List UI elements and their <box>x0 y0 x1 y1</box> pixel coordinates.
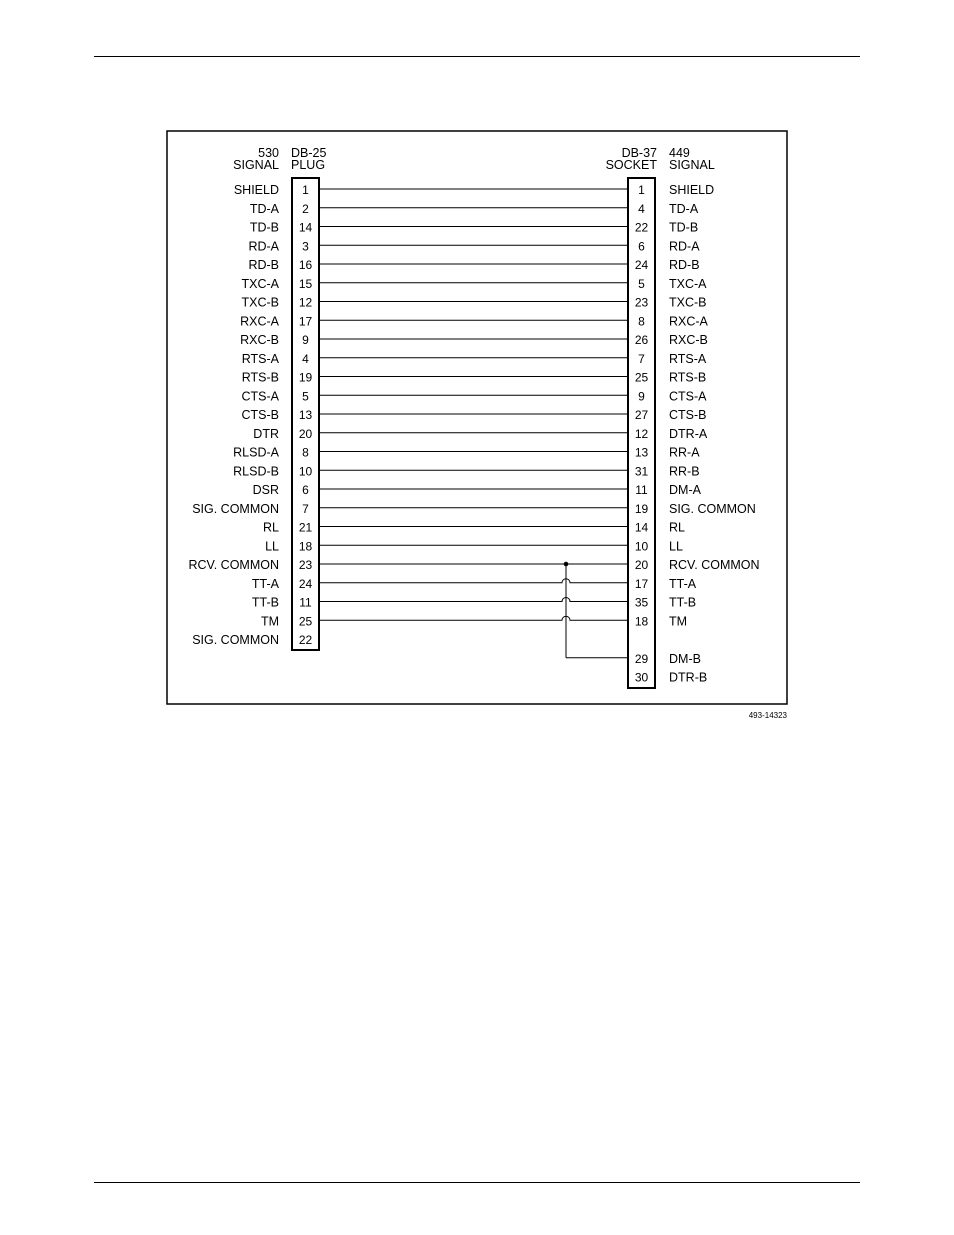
header-socket: SOCKET <box>605 158 657 172</box>
right-signal-label: RTS-A <box>669 351 707 366</box>
left-signal-label: RLSD-B <box>233 464 279 479</box>
plug-pin-number: 20 <box>298 426 313 441</box>
plug-pin-number: 16 <box>298 258 313 272</box>
socket-pin-number: 9 <box>638 389 645 404</box>
plug-pin-number: 18 <box>298 539 313 554</box>
header-530: 530 <box>258 146 279 160</box>
socket-pin-number: 23 <box>634 295 649 310</box>
socket-pin-number: 19 <box>634 501 649 516</box>
socket-pin-number: 25 <box>634 370 649 385</box>
socket-pin-number: 29 <box>634 651 649 666</box>
right-signal-label: CTS-B <box>669 408 707 422</box>
socket-pin-number: 26 <box>634 333 649 347</box>
plug-pin-number: 3 <box>302 239 309 254</box>
right-signal-label: DM-A <box>669 483 701 497</box>
plug-pin-number: 2 <box>302 201 309 216</box>
socket-pin-number: 35 <box>634 595 649 610</box>
plug-pin-number: 13 <box>298 408 313 422</box>
plug-pin-number: 22 <box>298 633 313 647</box>
plug-pin-number: 7 <box>302 501 309 516</box>
socket-pin-number: 17 <box>634 576 649 591</box>
right-signal-label: DTR-A <box>669 426 708 441</box>
socket-pin-number: 10 <box>634 539 649 554</box>
plug-pin-number: 6 <box>302 483 309 497</box>
figure-code: 493-14323 <box>748 711 787 720</box>
plug-pin-number: 12 <box>298 295 313 310</box>
right-signal-label: TD-A <box>669 201 699 216</box>
right-signal-label: TXC-B <box>669 295 707 310</box>
pin-wire <box>319 616 628 620</box>
pin-wire <box>319 579 628 583</box>
plug-pin-number: 24 <box>298 576 313 591</box>
right-signal-label: RD-B <box>669 258 700 272</box>
left-signal-label: TM <box>260 614 279 629</box>
plug-pin-number: 19 <box>298 370 313 385</box>
socket-pin-number: 24 <box>634 258 649 272</box>
left-signal-label: TD-B <box>249 220 279 235</box>
header-db25: DB-25 <box>291 146 327 160</box>
right-signal-label: DM-B <box>669 651 701 666</box>
socket-pin-number: 12 <box>634 426 649 441</box>
plug-pin-number: 8 <box>302 445 309 460</box>
plug-pin-number: 10 <box>298 464 313 479</box>
left-signal-label: TT-B <box>251 595 279 610</box>
plug-pin-number: 21 <box>298 520 313 535</box>
socket-pin-number: 18 <box>634 614 649 629</box>
right-signal-label: SHIELD <box>669 183 715 197</box>
pin-wire <box>319 598 628 602</box>
left-signal-label: CTS-A <box>241 389 279 404</box>
plug-pin-number: 11 <box>299 595 312 610</box>
left-signal-label: RXC-A <box>240 314 279 329</box>
socket-pin-number: 31 <box>634 464 649 479</box>
plug-pin-number: 23 <box>298 558 313 572</box>
right-signal-label: SIG. COMMON <box>669 501 756 516</box>
socket-pin-number: 5 <box>638 276 645 291</box>
plug-pin-number: 1 <box>302 183 309 197</box>
common-bus-wiring <box>564 562 628 658</box>
right-signal-label: RR-B <box>669 464 700 479</box>
left-signal-label: RTS-A <box>241 351 279 366</box>
plug-pin-number: 5 <box>302 389 309 404</box>
header-plug: PLUG <box>291 158 326 172</box>
right-signal-label: DTR-B <box>669 670 708 685</box>
left-signal-label: SIG. COMMON <box>192 501 279 516</box>
socket-pin-number: 1 <box>638 183 645 197</box>
header-449: 449 <box>669 146 690 160</box>
plug-pin-number: 9 <box>302 333 309 347</box>
right-signal-label: TT-B <box>669 595 697 610</box>
right-signal-label: TD-B <box>669 220 699 235</box>
header-signal-left: SIGNAL <box>233 158 279 172</box>
socket-pin-number: 27 <box>634 408 649 422</box>
socket-pin-number: 7 <box>638 351 645 366</box>
socket-pin-number: 14 <box>634 520 649 535</box>
left-signal-label: SIG. COMMON <box>192 633 279 647</box>
socket-pin-number: 4 <box>638 201 645 216</box>
left-signal-label: RL <box>263 520 279 535</box>
left-signal-label: RD-B <box>248 258 279 272</box>
right-signal-label: RTS-B <box>669 370 707 385</box>
socket-pin-number: 11 <box>635 483 648 497</box>
plug-pin-number: 4 <box>302 351 309 366</box>
left-signal-label: TT-A <box>251 576 279 591</box>
left-signal-label: RTS-B <box>241 370 279 385</box>
right-signal-label: RL <box>669 520 685 535</box>
right-signal-label: CTS-A <box>669 389 707 404</box>
left-signal-label: TD-A <box>249 201 279 216</box>
left-signal-label: TXC-B <box>241 295 279 310</box>
header-signal-right: SIGNAL <box>669 158 715 172</box>
left-signal-label: LL <box>265 539 279 554</box>
right-signal-label: TT-A <box>669 576 697 591</box>
socket-pin-number: 6 <box>638 239 645 254</box>
right-signal-label: LL <box>669 539 683 554</box>
socket-pin-number: 13 <box>634 445 649 460</box>
socket-pin-number: 8 <box>638 314 645 329</box>
plug-pin-number: 15 <box>298 276 313 291</box>
left-signal-label: RCV. COMMON <box>188 558 279 572</box>
plug-pin-number: 17 <box>298 314 313 329</box>
pin-rows <box>188 183 759 685</box>
right-signal-label: TXC-A <box>669 276 707 291</box>
header-db37: DB-37 <box>621 146 657 160</box>
junction-dot <box>564 562 569 567</box>
left-signal-label: DTR <box>253 426 279 441</box>
left-signal-label: DSR <box>252 483 279 497</box>
socket-pin-number: 20 <box>634 558 649 572</box>
socket-pin-number: 30 <box>634 670 649 685</box>
right-signal-label: RR-A <box>669 445 700 460</box>
left-signal-label: RD-A <box>248 239 279 254</box>
right-signal-label: TM <box>669 614 688 629</box>
right-signal-label: RCV. COMMON <box>669 558 760 572</box>
right-signal-label: RXC-B <box>669 333 708 347</box>
left-signal-label: RXC-B <box>240 333 279 347</box>
socket-pin-number: 22 <box>634 220 649 235</box>
right-signal-label: RXC-A <box>669 314 708 329</box>
plug-pin-number: 25 <box>298 614 313 629</box>
left-signal-label: CTS-B <box>241 408 279 422</box>
left-signal-label: SHIELD <box>233 183 279 197</box>
plug-pin-number: 14 <box>298 220 313 235</box>
right-signal-label: RD-A <box>669 239 700 254</box>
left-signal-label: RLSD-A <box>233 445 279 460</box>
left-signal-label: TXC-A <box>241 276 279 291</box>
